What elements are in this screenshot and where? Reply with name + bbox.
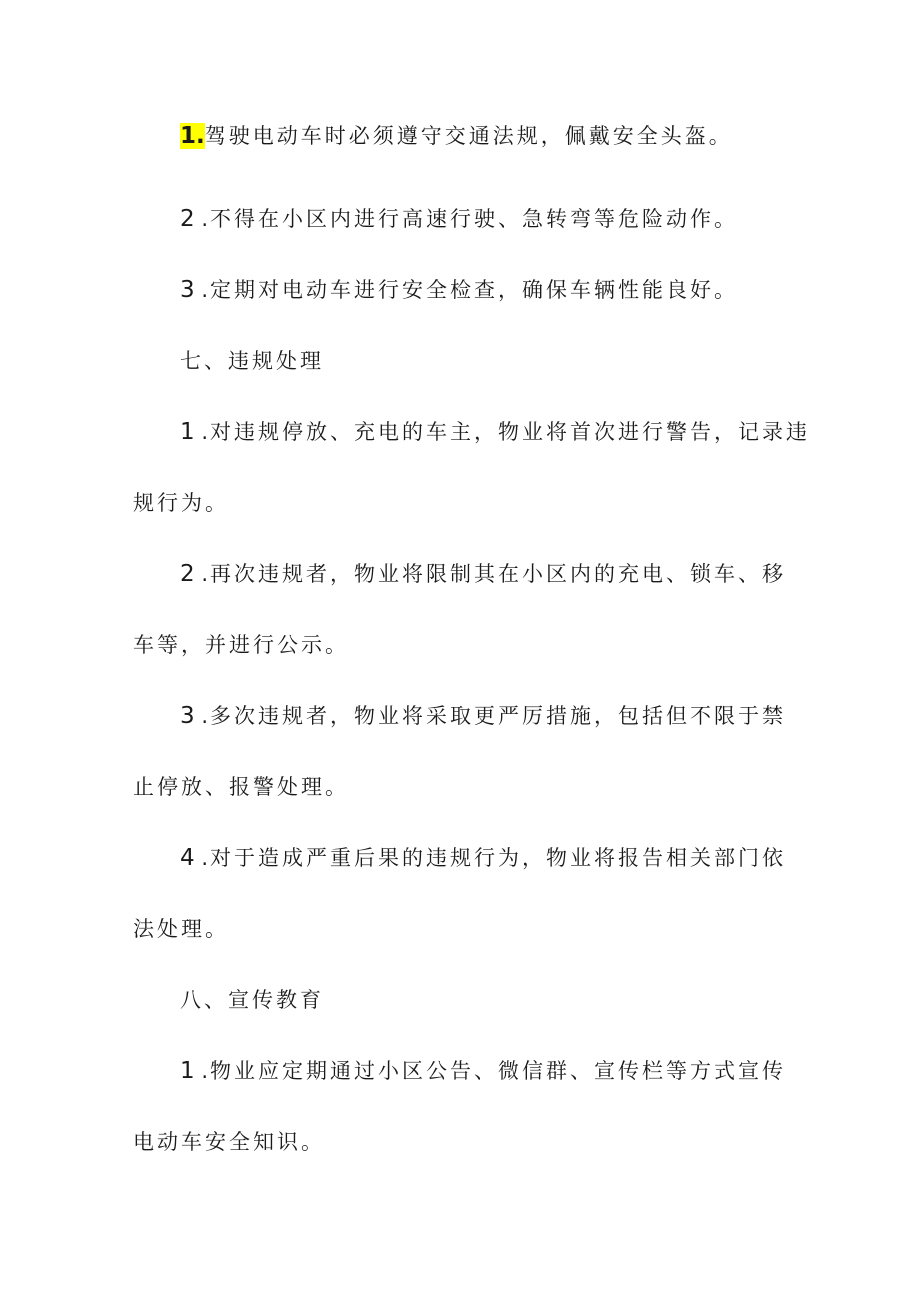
education-item-1-continued: 电动车安全知识。 (133, 1130, 325, 1154)
item-text: 对于造成严重后果的违规行为，物业将报告相关部门依 (210, 846, 786, 870)
violation-item-1-continued: 规行为。 (133, 491, 229, 515)
section-heading-violations: 七、违规处理 (180, 349, 324, 373)
violation-item-3-continued: 止停放、报警处理。 (133, 775, 349, 799)
item-separator: . (194, 420, 208, 444)
violation-item-2-continued: 车等，并进行公示。 (133, 633, 349, 657)
section-heading-education: 八、宣传教育 (180, 988, 324, 1012)
violation-item-4 (180, 843, 786, 873)
violation-item-3 (180, 701, 786, 731)
violation-item-1 (180, 417, 810, 447)
item-separator: . (194, 207, 208, 231)
item-text: 再次违规者，物业将限制其在小区内的充电、锁车、移 (210, 562, 786, 586)
item-number: 1 (180, 1058, 195, 1084)
item-number: 2 (180, 206, 195, 232)
item-number: 3 (180, 277, 195, 303)
item-separator: . (194, 562, 208, 586)
item-text: 驾驶电动车时必须遵守交通法规，佩戴安全头盔。 (204, 124, 733, 148)
rule-item-inspection (180, 275, 738, 305)
rule-item-helmet (180, 121, 733, 151)
item-text: 物业应定期通过小区公告、微信群、宣传栏等方式宣传 (210, 1059, 786, 1083)
item-number: 1 (180, 419, 195, 445)
item-number: 3 (180, 703, 195, 729)
item-separator: . (194, 846, 208, 870)
item-text: 定期对电动车进行安全检查，确保车辆性能良好。 (210, 278, 738, 302)
item-number: 2 (180, 561, 195, 587)
item-separator: . (194, 278, 208, 302)
item-number-highlighted: 1. (180, 123, 205, 149)
education-item-1 (180, 1056, 786, 1086)
violation-item-4-continued: 法处理。 (133, 917, 229, 941)
item-text: 不得在小区内进行高速行驶、急转弯等危险动作。 (210, 207, 738, 231)
item-separator: . (194, 1059, 208, 1083)
item-number: 4 (180, 845, 195, 871)
rule-item-no-speeding (180, 204, 738, 234)
item-text: 对违规停放、充电的车主，物业将首次进行警告，记录违 (210, 420, 810, 444)
violation-item-2 (180, 559, 786, 589)
item-separator: . (194, 704, 208, 728)
item-text: 多次违规者，物业将采取更严厉措施，包括但不限于禁 (210, 704, 786, 728)
